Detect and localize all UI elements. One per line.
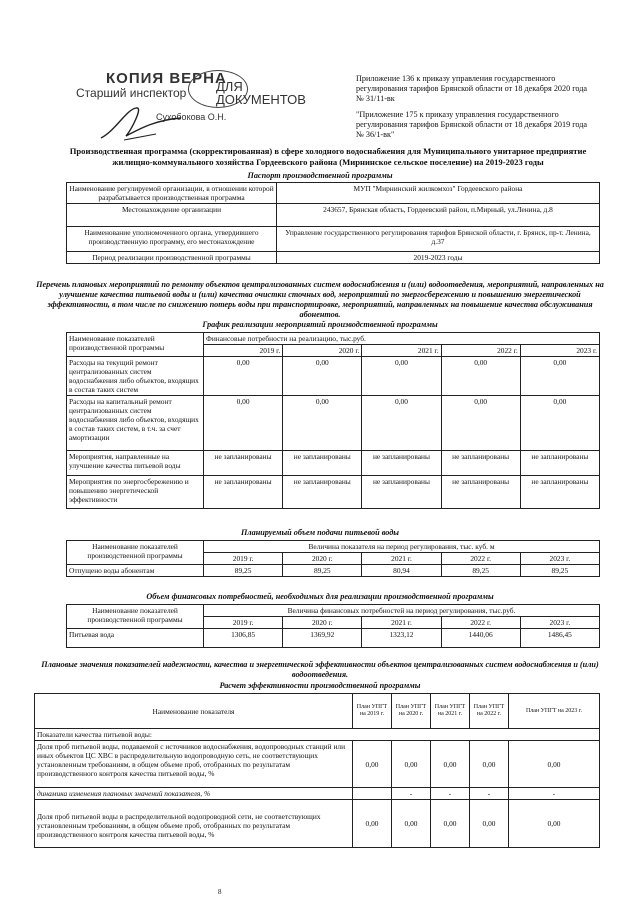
table-row: Наименование показателя План УПГТ на 2019 г. План УПГТ на 2020 г. План УПГТ на 2021 г. План УПГТ на 2022 г. План УПГТ на 2023 г. xyxy=(35,694,600,729)
measures-table xyxy=(66,332,600,509)
table-row: Расходы на текущий ремонт централизованных систем водоснабжения либо объектов, входящих в состав таких систем 0,00 0,00 0,00 0,00 0,00 xyxy=(67,357,600,396)
stamp-line3: ДЛЯ ДОКУМЕНТОВ xyxy=(216,79,306,107)
table-row: Доля проб питьевой воды, подаваемой с источников водоснабжения, водопроводных станций или иных объектов ЦС ХВС в распределительную водопроводную сеть, не соответствующих установленным требованиям, в общем объеме проб, отобранных по результатам производственного контроля качества питьевой воды, % 0,00 0,00 0,00 0,00 0,00 xyxy=(35,741,600,788)
page-number: 8 xyxy=(218,888,222,896)
schedule-heading: График реализации мероприятий производственной программы xyxy=(202,320,438,329)
table-row: Мероприятия, направленные на улучшение качества питьевой воды не запланированы не запланированы не запланированы не запланированы не запланированы xyxy=(67,451,600,476)
table-row: Расходы на капитальный ремонт централизованных систем водоснабжения либо объектов, входящих в состав таких систем, в т.ч. за счет амортизации 0,00 0,00 0,00 0,00 0,00 xyxy=(67,396,600,451)
passport-heading: Паспорт производственной программы xyxy=(247,171,393,180)
table-row: динамика изменения плановых значений показателя, % - - - - xyxy=(35,788,600,800)
finance-heading: Объем финансовых потребностей, необходимых для реализации производственной программы xyxy=(146,592,494,601)
table-row: Период реализации производственной программы 2019-2023 годы xyxy=(67,252,600,264)
measures-heading: Перечень плановых мероприятий по ремонту объектов централизованных систем водоснабжения и (или) водоотведения, мероприятий, направленных на улучшение качества питьевой воды и (или) качества очистки сточных вод, мероприятий по энергосбережению и повышению энергетической эффективности, в том числе по снижению потерь воды при транспортировке, мероприятий, направленных на повышение качества обслуживания абонентов. xyxy=(36,280,604,319)
stamp-line2: Старший инспектор xyxy=(76,86,187,100)
table-row: Наименование показателей производственной программы Финансовые потребности на реализацию, тыс.руб. xyxy=(67,333,600,345)
table-row: 2019 г. 2020 г. 2021 г. 2022 г. 2023 г. xyxy=(67,553,600,565)
table-row: Местонахождение организации 243657, Брянская область, Гордеевский район, п.Мирный, ул.Ленина, д.8 xyxy=(67,204,600,227)
appendix-note-2: "Приложение 175 к приказу управления государственного регулирования тарифов Брянской области от 18 декабря 2019 года № 36/1-вк" xyxy=(356,110,588,139)
supply-heading: Планируемый объем подачи питьевой воды xyxy=(241,528,399,537)
appendix-note-1: Приложение 136 к приказу управления государственного регулирования тарифов Брянской области от 18 декабря 2020 года № 31/11-вк xyxy=(356,74,588,103)
reliability-heading: Плановые значения показателей надежности, качества и энергетической эффективности объектов централизованных систем водоснабжения и (или) водоотведения. xyxy=(41,660,599,679)
table-row: Питьевая вода 1306,85 1369,92 1323,12 1440,06 1486,45 xyxy=(67,629,600,648)
signature xyxy=(96,100,186,145)
efficiency-heading: Расчет эффективности производственной программы xyxy=(219,681,421,690)
program-title: Производственная программа (скорректированная) в сфере холодного водоснабжения для Муниципального унитарное предприятие жилищно-коммунального хозяйства Гордеевского района (Мирнинское сельское поселение) на 2019-2023 годы xyxy=(69,146,587,167)
table-row: Доля проб питьевой воды в распределительной водопроводной сети, не соответствующих установленным требованиям, в общем объеме проб, отобранных по результатам производственного контроля качества питьевой воды, % 0,00 0,00 0,00 0,00 0,00 xyxy=(35,800,600,848)
finance-table xyxy=(66,604,600,648)
supply-table xyxy=(66,540,600,577)
table-row: Показатели качества питьевой воды: xyxy=(35,729,600,741)
table-row: Наименование показателей производственной программы Величина показателя на период регулирования, тыс. куб. м xyxy=(67,541,600,553)
table-row: 2019 г. 2020 г. 2021 г. 2022 г. 2023 г. xyxy=(67,345,600,357)
stamp-name: Сухобокова О.Н. xyxy=(156,112,227,122)
table-row: Наименование регулируемой организации, в отношении которой разрабатывается производственная программа МУП "Мирнинский жилкомхоз" Гордеевского района xyxy=(67,183,600,204)
table-row: Мероприятия по энергосбережению и повышению энергетической эффективности не запланированы не запланированы не запланированы не запланированы не запланированы xyxy=(67,476,600,509)
table-row: Наименование показателей производственной программы Величина финансовых потребностей на период регулирования, тыс.руб. xyxy=(67,605,600,617)
table-row: Отпущено воды абонентам 89,25 89,25 80,94 89,25 89,25 xyxy=(67,565,600,577)
table-row: Наименование уполномоченного органа, утвердившего производственную программу, его местонахождение Управление государственного регулирования тарифов Брянской области, г. Брянск, пр-т. Ленина, д.37 xyxy=(67,227,600,252)
efficiency-table xyxy=(34,693,600,848)
passport-table xyxy=(66,182,600,264)
table-row: 2019 г. 2020 г. 2021 г. 2022 г. 2023 г. xyxy=(67,617,600,629)
stamp-line1: КОПИЯ ВЕРНА xyxy=(106,70,227,87)
